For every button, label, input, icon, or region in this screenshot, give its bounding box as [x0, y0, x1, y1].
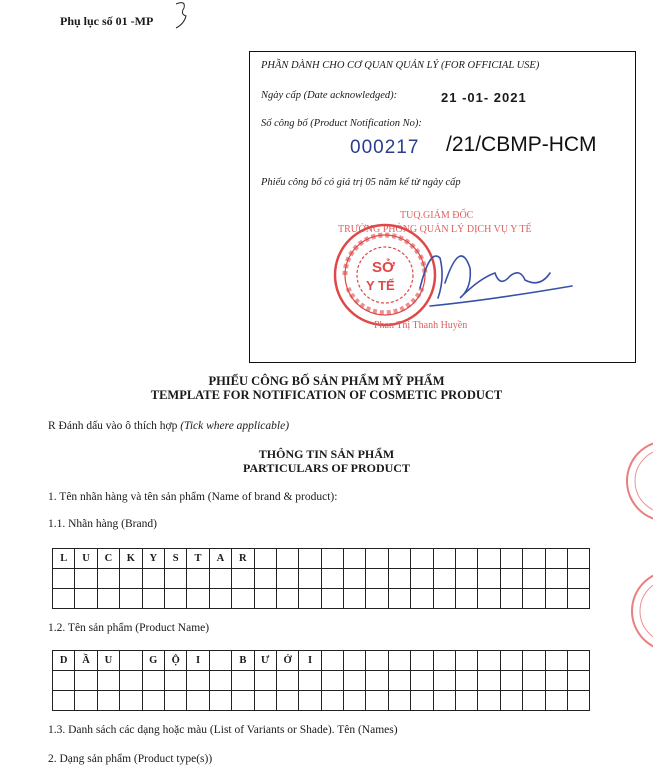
letter-cell — [411, 549, 433, 569]
empty-cell — [75, 569, 97, 589]
letter-cell: Ư — [254, 651, 276, 671]
empty-cell — [164, 671, 186, 691]
empty-cell — [478, 569, 500, 589]
empty-cell — [53, 569, 75, 589]
empty-cell — [254, 691, 276, 711]
empty-cell — [433, 569, 455, 589]
letter-cell — [120, 651, 142, 671]
empty-cell — [500, 589, 522, 609]
empty-cell — [75, 589, 97, 609]
empty-cell — [523, 671, 545, 691]
letter-cell — [545, 651, 567, 671]
date-value: 21 -01- 2021 — [441, 90, 527, 105]
letter-cell — [545, 549, 567, 569]
section-title-en: PARTICULARS OF PRODUCT — [243, 461, 410, 475]
notification-number-stamp: 000217 — [350, 137, 420, 158]
empty-cell — [53, 691, 75, 711]
empty-cell — [456, 589, 478, 609]
empty-cell — [366, 589, 388, 609]
empty-cell — [478, 691, 500, 711]
empty-cell — [523, 569, 545, 589]
empty-cell — [567, 691, 589, 711]
empty-cell — [456, 691, 478, 711]
empty-cell — [209, 569, 231, 589]
validity-text: Phiếu công bố có giá trị 05 năm kể từ ngày cấp — [261, 177, 461, 188]
empty-cell — [344, 589, 366, 609]
notification-number-suffix: /21/CBMP-HCM — [446, 133, 597, 156]
handwritten-page-mark — [172, 0, 198, 34]
letter-cell — [299, 549, 321, 569]
notification-number-label: Số công bố (Product Notification No): — [261, 118, 422, 129]
empty-cell — [523, 691, 545, 711]
letter-cell — [254, 549, 276, 569]
empty-cell — [164, 691, 186, 711]
tick-note: R Đánh dấu vào ô thích hợp (Tick where applicable) — [48, 420, 290, 432]
letter-cell — [433, 549, 455, 569]
letter-cell — [500, 651, 522, 671]
letter-cell: T — [187, 549, 209, 569]
empty-cell — [545, 569, 567, 589]
empty-cell — [97, 671, 119, 691]
empty-cell — [433, 589, 455, 609]
empty-cell — [209, 691, 231, 711]
signer-title-1: TUQ.GIÁM ĐỐC — [400, 210, 474, 221]
letter-cell — [500, 549, 522, 569]
letter-cell: L — [53, 549, 75, 569]
empty-cell — [299, 671, 321, 691]
empty-cell — [411, 691, 433, 711]
empty-cell — [411, 671, 433, 691]
letter-cell — [567, 651, 589, 671]
empty-cell — [97, 569, 119, 589]
field-brand-product-label: 1. Tên nhãn hàng và tên sản phẩm (Name of brand & product): — [48, 491, 338, 503]
empty-cell — [120, 589, 142, 609]
empty-cell — [344, 671, 366, 691]
letter-cell: K — [120, 549, 142, 569]
empty-cell — [344, 691, 366, 711]
letter-cell: S — [164, 549, 186, 569]
empty-cell — [120, 671, 142, 691]
letter-cell: Ộ — [164, 651, 186, 671]
empty-cell — [478, 671, 500, 691]
letter-cell: R — [232, 549, 254, 569]
product-name-letter-grid — [52, 650, 590, 711]
empty-cell — [321, 671, 343, 691]
empty-cell — [142, 691, 164, 711]
letter-cell — [344, 549, 366, 569]
empty-cell — [567, 569, 589, 589]
letter-cell — [523, 549, 545, 569]
empty-cell — [545, 691, 567, 711]
empty-cell — [433, 691, 455, 711]
section-title-vi: THÔNG TIN SẢN PHẨM — [258, 447, 395, 461]
empty-cell — [142, 589, 164, 609]
empty-cell — [388, 671, 410, 691]
empty-cell — [97, 589, 119, 609]
empty-cell — [456, 569, 478, 589]
letter-cell — [366, 651, 388, 671]
date-label: Ngày cấp (Date acknowledged): — [261, 90, 398, 101]
letter-cell: Ở — [276, 651, 298, 671]
empty-cell — [299, 691, 321, 711]
empty-cell — [411, 589, 433, 609]
letter-cell: G — [142, 651, 164, 671]
empty-cell — [366, 691, 388, 711]
empty-cell — [75, 671, 97, 691]
empty-cell — [500, 671, 522, 691]
letter-cell: D — [53, 651, 75, 671]
seal-center-line-1: SỞ — [372, 259, 395, 276]
field-variants-label: 1.3. Danh sách các dạng hoặc màu (List of Variants or Shade). Tên (Names) — [48, 724, 398, 736]
empty-cell — [366, 569, 388, 589]
form-title-en: TEMPLATE FOR NOTIFICATION OF COSMETIC PRODUCT — [150, 388, 503, 402]
letter-cell — [388, 549, 410, 569]
field-brand-label: 1.1. Nhãn hàng (Brand) — [48, 518, 157, 530]
empty-cell — [232, 691, 254, 711]
letter-cell: Ầ — [75, 651, 97, 671]
empty-cell — [232, 671, 254, 691]
letter-cell — [478, 549, 500, 569]
empty-cell — [97, 691, 119, 711]
letter-cell — [321, 651, 343, 671]
letter-cell: Y — [142, 549, 164, 569]
letter-cell — [433, 651, 455, 671]
empty-cell — [276, 589, 298, 609]
empty-cell — [187, 691, 209, 711]
letter-cell — [388, 651, 410, 671]
empty-cell — [321, 589, 343, 609]
brand-letter-grid — [52, 548, 590, 609]
empty-cell — [299, 569, 321, 589]
empty-cell — [276, 671, 298, 691]
letter-cell: U — [97, 651, 119, 671]
partial-seal-icon — [622, 436, 653, 526]
letter-cell — [478, 651, 500, 671]
letter-cell — [523, 651, 545, 671]
field-product-type-label: 2. Dạng sản phẩm (Product type(s)) — [48, 753, 213, 765]
empty-cell — [120, 691, 142, 711]
letter-cell — [276, 549, 298, 569]
form-title-vi: PHIẾU CÔNG BỐ SẢN PHẨM MỸ PHẨM — [208, 374, 445, 388]
letter-cell — [456, 651, 478, 671]
letter-cell — [567, 549, 589, 569]
empty-cell — [232, 589, 254, 609]
letter-cell — [411, 651, 433, 671]
letter-cell: B — [232, 651, 254, 671]
empty-cell — [567, 671, 589, 691]
empty-cell — [53, 671, 75, 691]
letter-cell: U — [75, 549, 97, 569]
empty-cell — [276, 569, 298, 589]
empty-cell — [232, 569, 254, 589]
empty-cell — [478, 589, 500, 609]
letter-cell — [321, 549, 343, 569]
letter-cell: I — [187, 651, 209, 671]
field-product-name-label: 1.2. Tên sản phẩm (Product Name) — [48, 622, 210, 634]
empty-cell — [142, 671, 164, 691]
letter-cell — [366, 549, 388, 569]
empty-cell — [500, 691, 522, 711]
empty-cell — [411, 569, 433, 589]
letter-cell: C — [97, 549, 119, 569]
official-use-box — [249, 51, 636, 363]
empty-cell — [209, 589, 231, 609]
letter-cell — [209, 651, 231, 671]
empty-cell — [164, 589, 186, 609]
appendix-label: Phụ lục số 01 -MP — [60, 14, 154, 28]
empty-cell — [75, 691, 97, 711]
empty-cell — [433, 671, 455, 691]
signer-name: Phan Thị Thanh Huyền — [374, 320, 468, 331]
empty-cell — [321, 691, 343, 711]
letter-cell: I — [299, 651, 321, 671]
empty-cell — [344, 569, 366, 589]
empty-cell — [299, 589, 321, 609]
signer-title-2: TRƯỞNG PHÒNG QUẢN LÝ DỊCH VỤ Y TẾ — [338, 224, 532, 235]
empty-cell — [500, 569, 522, 589]
letter-cell — [344, 651, 366, 671]
empty-cell — [523, 589, 545, 609]
empty-cell — [142, 569, 164, 589]
empty-cell — [254, 589, 276, 609]
empty-cell — [321, 569, 343, 589]
letter-cell — [456, 549, 478, 569]
empty-cell — [545, 671, 567, 691]
empty-cell — [366, 671, 388, 691]
seal-center-line-2: Y TẾ — [366, 278, 395, 293]
empty-cell — [567, 589, 589, 609]
empty-cell — [164, 569, 186, 589]
empty-cell — [120, 569, 142, 589]
empty-cell — [187, 569, 209, 589]
empty-cell — [456, 671, 478, 691]
empty-cell — [53, 589, 75, 609]
empty-cell — [254, 569, 276, 589]
official-heading: PHẦN DÀNH CHO CƠ QUAN QUẢN LÝ (FOR OFFICIAL USE) — [261, 60, 540, 71]
empty-cell — [187, 671, 209, 691]
signature-icon — [400, 228, 580, 318]
empty-cell — [388, 691, 410, 711]
empty-cell — [276, 691, 298, 711]
empty-cell — [254, 671, 276, 691]
empty-cell — [388, 569, 410, 589]
empty-cell — [388, 589, 410, 609]
partial-seal-icon-2 — [627, 566, 653, 656]
empty-cell — [209, 671, 231, 691]
empty-cell — [545, 589, 567, 609]
letter-cell: A — [209, 549, 231, 569]
empty-cell — [187, 589, 209, 609]
